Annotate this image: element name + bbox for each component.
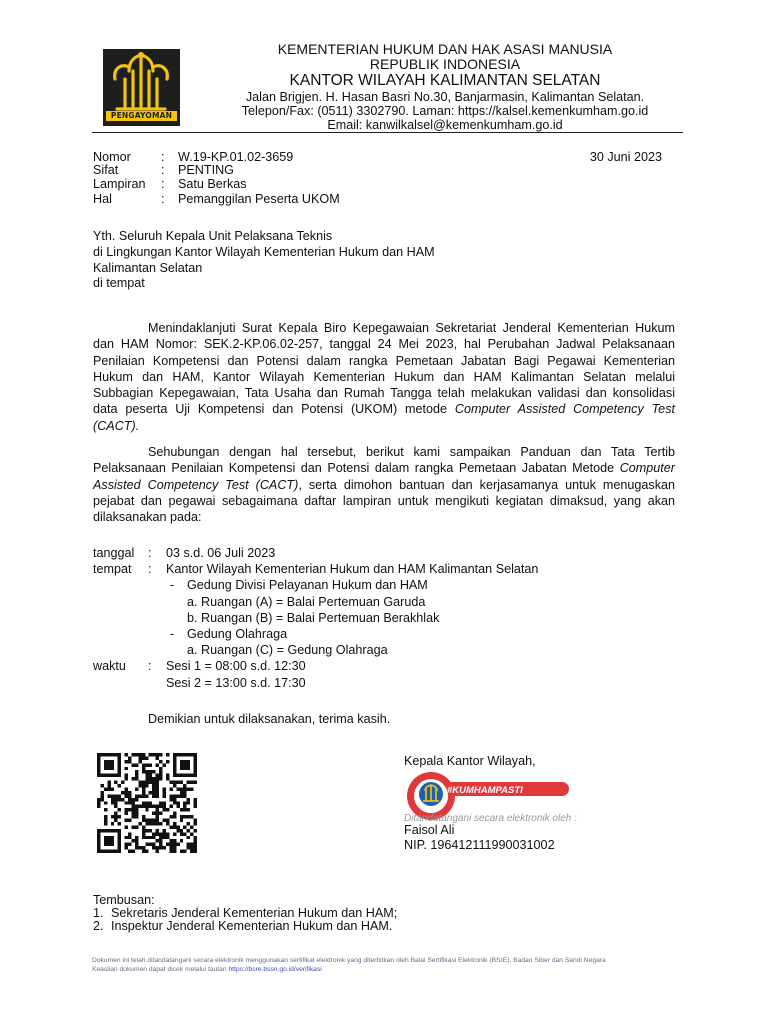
ministry-name: KEMENTERIAN HUKUM DAN HAK ASASI MANUSIA [277, 41, 613, 57]
tempat-value: Kantor Wilayah Kementerian Hukum dan HAM Kalimantan Selatan [166, 562, 539, 576]
hal-value: Pemanggilan Peserta UKOM [178, 192, 340, 206]
ruangan-b: b. Ruangan (B) = Balai Pertemuan Berakhlak [187, 611, 440, 625]
bullet-dash: - [170, 627, 175, 641]
office-address: Jalan Brigjen. H. Hasan Basri No.30, Banjarmasin, Kalimantan Selatan. [245, 90, 645, 104]
body-paragraph-2 [93, 444, 675, 525]
paragraph-line [93, 460, 675, 476]
gedung-1: Gedung Divisi Pelayanan Hukum dan HAM [187, 578, 428, 592]
lampiran-value: Satu Berkas [178, 177, 247, 191]
paragraph-line: Penilaian Kompetensi dan Potensi dalam rangka Pemetaan Jabatan Bagi Pegawai Kementerian [93, 353, 675, 368]
office-email: Email: kanwilkalsel@kemenkumham.go.id [327, 118, 563, 132]
stamp-text: #KUMHAMPASTI [447, 785, 523, 796]
paragraph-italic-text: Computer Assisted Competency Test [454, 402, 675, 417]
paragraph-italic-text: (CACT). [93, 418, 140, 433]
paragraph-line [93, 418, 675, 434]
gedung-2: Gedung Olahraga [187, 627, 288, 641]
colon: : [161, 163, 165, 177]
paragraph-line: Menindaklanjuti Surat Kepala Biro Kepegawaian Sekretariat Jenderal Kementerian Hukum [148, 321, 675, 335]
paragraph-line [93, 401, 675, 417]
tempat-label: tempat [93, 562, 132, 576]
recipient-line: di Lingkungan Kantor Wilayah Kementerian Hukum dan HAM [93, 245, 435, 259]
signed-electronically-note: Ditandatangani secara elektronik oleh : [404, 813, 577, 824]
recipient-line: Kalimantan Selatan [93, 261, 203, 275]
colon: : [161, 192, 165, 206]
tanggal-label: tanggal [93, 546, 135, 560]
paragraph-line: dan HAM Nomor: SEK.2-KP.06.02-257, tanggal 24 Mei 2023, hal Perubahan Jadwal Pelaksanaan [93, 337, 675, 352]
paragraph-line [93, 477, 675, 493]
paragraph-italic-text: Assisted Competency Test (CACT) [93, 477, 299, 492]
letter-date: 30 Juni 2023 [589, 150, 662, 164]
qr-code [96, 753, 198, 853]
ministry-logo [103, 49, 180, 126]
tembusan-number: 1. [93, 906, 104, 920]
paragraph-text: Pelaksanaan Penilaian Kompetensi dan Potensi dalam rangka Pemetaan Jabatan Metode [93, 461, 620, 476]
letterhead-divider [92, 132, 683, 133]
colon: : [148, 546, 152, 560]
sesi-1: Sesi 1 = 08:00 s.d. 12:30 [166, 659, 306, 673]
tembusan-title: Tembusan: [93, 893, 155, 907]
ruangan-a: a. Ruangan (A) = Balai Pertemuan Garuda [187, 595, 426, 609]
closing-sentence: Demikian untuk dilaksanakan, terima kasih. [148, 712, 391, 726]
paragraph-line: Sehubungan dengan hal tersebut, berikut kami sampaikan Panduan dan Tata Tertib [148, 445, 675, 459]
paragraph-line: pejabat dan pegawai sebagaimana daftar lampiran untuk mengikuti kegiatan dimaksud, yang akan [93, 493, 675, 508]
office-phone: Telepon/Fax: (0511) 3302790. Laman: https://kalsel.kemenkumham.go.id [241, 104, 649, 118]
paragraph-text: , serta dimohon bantuan dan kerjasamanya untuk menugaskan [298, 477, 675, 492]
signature-title: Kepala Kantor Wilayah, [404, 754, 536, 768]
country-name: REPUBLIK INDONESIA [369, 56, 521, 72]
bullet-dash: - [170, 578, 175, 592]
recipient-line: Yth. Seluruh Kepala Unit Pelaksana Teknis [93, 229, 333, 243]
tembusan-number: 2. [93, 919, 104, 933]
footer-disclaimer: Dokumen ini telah ditandatangani secara elektronik menggunakan sertifikat elektronik yang diterbitkan oleh Balai Sertifikasi Elektronik (BSrE), Badan Siber dan Sandi Negara [92, 957, 606, 964]
colon: : [148, 659, 152, 673]
colon: : [161, 177, 165, 191]
sifat-label: Sifat [93, 163, 119, 177]
waktu-label: waktu [93, 659, 126, 673]
paragraph-line: Hukum dan HAM, Kantor Wilayah Kementerian Hukum dan HAM Kalimantan Selatan melalui [93, 369, 675, 384]
recipient-line: di tempat [93, 276, 145, 290]
signer-name: Faisol Ali [404, 823, 455, 837]
colon: : [161, 150, 165, 164]
nomor-label: Nomor [93, 150, 131, 164]
paragraph-line: dilaksanakan pada: [93, 510, 202, 525]
paragraph-italic-text: Computer [619, 461, 675, 476]
nomor-value: W.19-KP.01.02-3659 [178, 150, 294, 164]
footer-verification [92, 965, 322, 974]
office-name: KANTOR WILAYAH KALIMANTAN SELATAN [289, 72, 601, 89]
paragraph-line: Subbagian Kepegawaian, Tata Usaha dan Rumah Tangga telah melakukan validasi dan konsolidasi [93, 386, 675, 401]
tembusan-item: Inspektur Jenderal Kementerian Hukum dan HAM. [111, 919, 393, 933]
signer-nip: NIP. 196412111990031002 [404, 838, 555, 852]
verification-link[interactable]: https://bsre.bssn.go.id/verifikasi [228, 966, 322, 973]
logo-ribbon-text: PENGAYOMAN [106, 111, 177, 121]
tembusan-item: Sekretaris Jenderal Kementerian Hukum dan HAM; [111, 906, 398, 920]
tanggal-value: 03 s.d. 06 Juli 2023 [166, 546, 276, 560]
ruangan-c: a. Ruangan (C) = Gedung Olahraga [187, 643, 388, 657]
hal-label: Hal [93, 192, 112, 206]
colon: : [148, 562, 152, 576]
body-paragraph-1 [93, 320, 675, 434]
footer-text: Keaslian dokumen dapat dicek melalui tautan [92, 966, 229, 973]
paragraph-text: data peserta Uji Kompetensi dan Potensi (UKOM) metode [93, 402, 455, 417]
sesi-2: Sesi 2 = 13:00 s.d. 17:30 [166, 676, 306, 690]
lampiran-label: Lampiran [93, 177, 146, 191]
sifat-value: PENTING [178, 163, 234, 177]
